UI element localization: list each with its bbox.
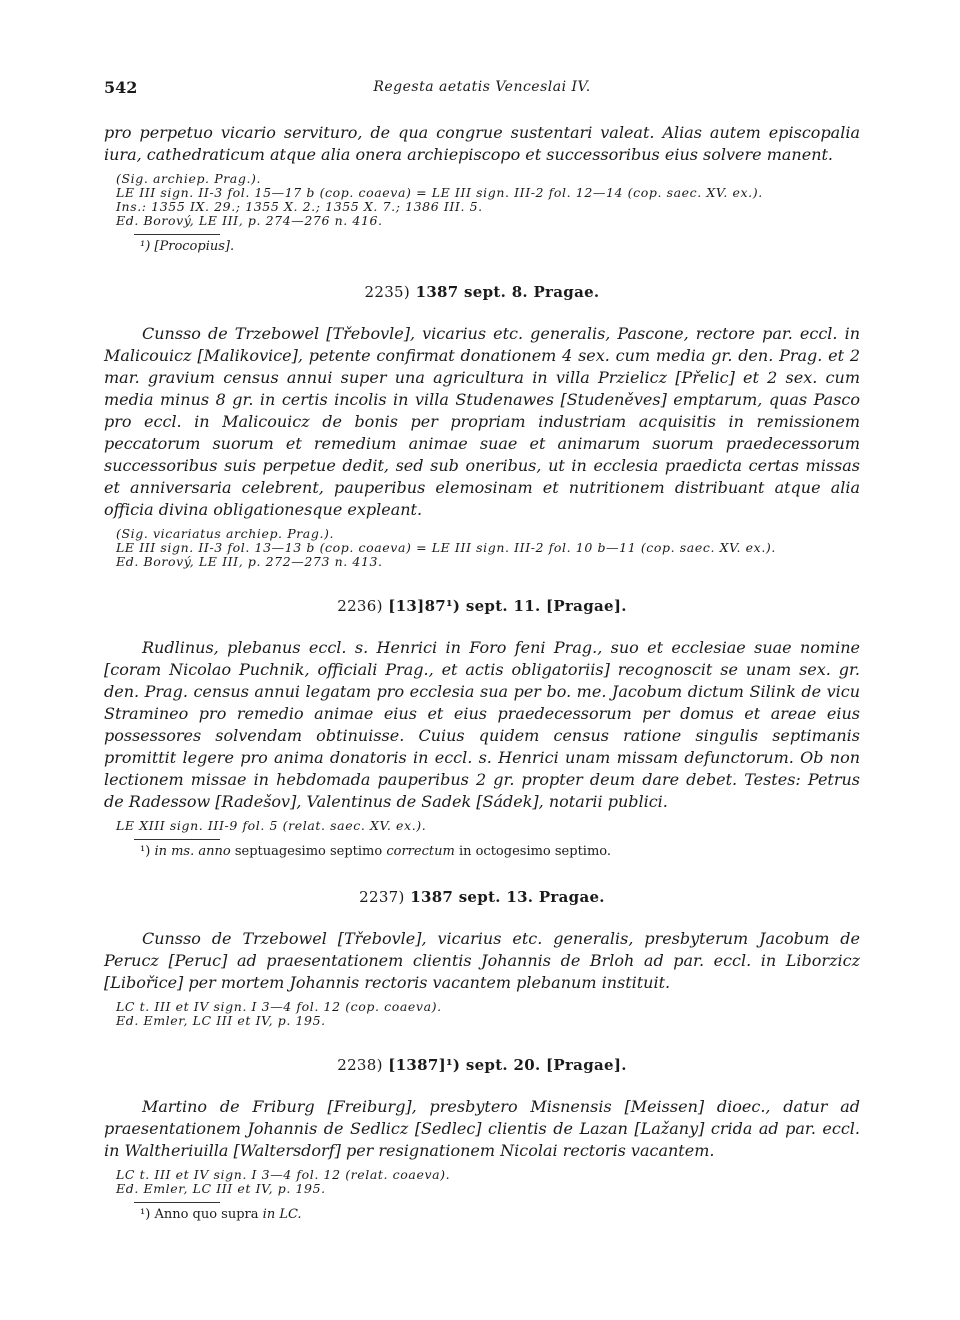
source-line: Ed. Borový, LE III, p. 274—276 n. 416. <box>116 213 383 228</box>
footnote-part: in ms. anno <box>154 844 231 859</box>
footnote-part: correctum <box>386 844 455 859</box>
entry-sources <box>104 1000 860 1028</box>
page-header <box>104 78 860 102</box>
footnote-part: in LC. <box>262 1207 302 1222</box>
entry-heading <box>104 1056 860 1074</box>
entry-date: [1387]¹) sept. 20. [Pragae]. <box>388 1056 627 1074</box>
source-line: Ins.: 1355 IX. 29.; 1355 X. 2.; 1355 X. 7.; 1386 III. 5. <box>116 199 483 214</box>
source-line: (Sig. archiep. Prag.). <box>116 171 262 186</box>
page-number: 542 <box>104 78 138 97</box>
source-line: LE III sign. II-3 fol. 13—13 b (cop. coaeva) = LE III sign. III-2 fol. 10 b—11 (cop. saec. XV. ex.). <box>116 540 776 555</box>
entry-heading <box>104 888 860 906</box>
continuation-text: pro perpetuo vicario servituro, de qua congrue sustentari valeat. Alias autem episcopalia iura, cathedraticum atque alia onera archiepiscopo et successoribus eius solvere manent. <box>104 123 860 164</box>
continuation-sources <box>104 172 860 228</box>
entry-text: Rudlinus, plebanus eccl. s. Henrici in Foro feni Prag., suo et ecclesiae suae nomine [coram Nicolao Puchnik, officiali Prag., et actis obligatoriis] recognoscit se unam sex. gr. den. Prag. census annui legatam pro ecclesia sua per bo. me. Jacobum dictum Silink de vicu Stramineo pro remedio animae eius et eius praedecessorum per domus et areae eius possessores solvendam obtinuisse. Cuius quidem census ratione singulis septimanis promittit legere pro anima donatoris in eccl. s. Henrici unam missam defunctorum. Ob non lectionem missae in hebdomada pauperibus 2 gr. propter deum dare debet. Testes: Petrus de Radessow [Radešov], Valentinus de Sadek [Sádek], notarii publici. <box>104 638 860 811</box>
entry-date: 1387 sept. 13. Pragae. <box>410 888 605 906</box>
entry-heading <box>104 597 860 615</box>
footnote-part: in octogesimo septimo. <box>458 844 612 859</box>
running-title: Regesta aetatis Venceslai IV. <box>373 79 591 95</box>
entry-date: [13]87¹) sept. 11. [Pragae]. <box>388 597 627 615</box>
footnote-rule <box>134 1202 220 1203</box>
source-line: Ed. Borový, LE III, p. 272—273 n. 413. <box>116 554 383 569</box>
footnote-rule <box>134 839 220 840</box>
entry-number: 2238) <box>337 1056 383 1074</box>
entry-sources <box>104 819 860 833</box>
entry-text: Cunsso de Trzebowel [Třebovle], vicarius etc. generalis, presbyterum Jacobum de Perucz [Peruc] ad praesentationem clientis Johannis de Brloh ad par. eccl. in Liborzicz [Libořice] per mortem Johannis rectoris vacantem plebanum instituit. <box>104 929 860 992</box>
footnote: ¹) [Procopius]. <box>140 239 235 254</box>
entry-number: 2236) <box>337 597 383 615</box>
entry-sources <box>104 527 860 569</box>
source-line: LE III sign. II-3 fol. 15—17 b (cop. coaeva) = LE III sign. III-2 fol. 12—14 (cop. saec. XV. ex.). <box>116 185 763 200</box>
source-line: LE XIII sign. III-9 fol. 5 (relat. saec. XV. ex.). <box>116 818 427 833</box>
footnote-part: Anno quo supra <box>154 1207 259 1222</box>
footnote-marker: ¹) <box>140 844 151 859</box>
source-line: (Sig. vicariatus archiep. Prag.). <box>116 526 335 541</box>
entry-number: 2237) <box>359 888 405 906</box>
entry-number: 2235) <box>364 283 411 301</box>
source-line: Ed. Emler, LC III et IV, p. 195. <box>116 1013 326 1028</box>
entry-text: Martino de Friburg [Freiburg], presbytero Misnensis [Meissen] dioec., datur ad praesentationem Johannis de Sedlicz [Sedlec] clientis de Lazan [Lažany] crida ad par. eccl. in Waltheriuilla [Waltersdorf] per resignationem Nicolai rectoris vacantem. <box>104 1097 860 1160</box>
footnote-marker: ¹) <box>140 1207 151 1222</box>
source-line: Ed. Emler, LC III et IV, p. 195. <box>116 1181 326 1196</box>
footnote-rule <box>134 234 220 235</box>
source-line: LC t. III et IV sign. I 3—4 fol. 12 (relat. coaeva). <box>116 1167 451 1182</box>
entry-text: Cunsso de Trzebowel [Třebovle], vicarius etc. generalis, Pascone, rectore par. eccl. in Malicouicz [Malikovice], petente confirmat donationem 4 sex. cum media gr. den. Prag. et 2 mar. gravium census annui super una agricultura in villa Przielicz [Přelic] et 2 sex. cum media minus 8 gr. in certis incolis in villa Studenawes [Studeněves] emptarum, quas Pasco pro eccl. in Malicouicz de bonis per propriam industriam acquisitis in remissionem peccatorum suorum et remedium animae suae et animarum suorum praedecessorum successoribus suis perpetue dedit, sed sub oneribus, ut in ecclesia praedicta certas missas et anniversaria celebrent, pauperibus elemosinam et nutritionem distribuant atque alia officia divina obligationesque expleant. <box>104 324 860 519</box>
page-body <box>104 122 860 1223</box>
entry-date: 1387 sept. 8. Pragae. <box>415 283 600 301</box>
entry-heading <box>104 283 860 301</box>
entry-sources <box>104 1168 860 1196</box>
footnote-part: septuagesimo septimo <box>234 844 383 859</box>
source-line: LC t. III et IV sign. I 3—4 fol. 12 (cop. coaeva). <box>116 999 442 1014</box>
footnote <box>140 1207 860 1223</box>
footnote <box>140 844 860 860</box>
